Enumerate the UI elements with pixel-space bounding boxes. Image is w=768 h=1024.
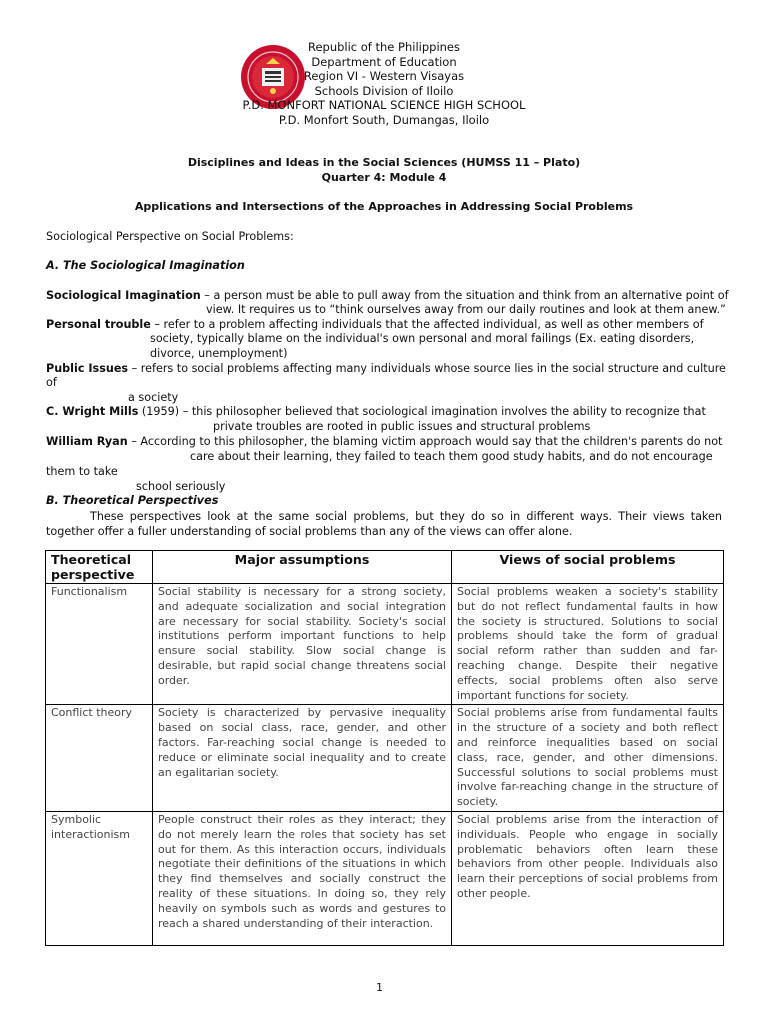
- term: William Ryan: [46, 435, 128, 448]
- views-cell: Social problems arise from fundamental faults in the structure of a society and both reflect and reinforce inequalities based on social class, race, gender, and other dimensions. Successful solutions to social problems must involve far-reaching change in the structure of society.: [452, 705, 724, 812]
- definition-c-wright-mills: [46, 405, 706, 420]
- term: Sociological Imagination: [46, 289, 201, 302]
- letterhead: [200, 40, 568, 128]
- definition-text: school seriously: [136, 480, 226, 493]
- table-header-row: [46, 551, 724, 584]
- module-subtitle: Applications and Intersections of the Approaches in Addressing Social Problems: [134, 200, 634, 213]
- definition-text: of: [46, 376, 57, 389]
- term: C. Wright Mills: [46, 405, 139, 418]
- column-header: Views of social problems: [452, 551, 724, 584]
- definition-text: them to take: [46, 465, 118, 478]
- assumptions-cell: People construct their roles as they interact; they do not merely learn the roles that society has set out for them. As this interaction occurs, individuals negotiate their definitions of the situations in which they find themselves and socially construct the reality of these situations. In doing so, they rely heavily on symbols such as words and gestures to reach a shared understanding of their interaction.: [153, 811, 452, 945]
- section-a-heading: A. The Sociological Imagination: [46, 259, 245, 272]
- letterhead-line: P.D. Monfort South, Dumangas, Iloilo: [278, 112, 490, 127]
- course-title: Disciplines and Ideas in the Social Sciences (HUMSS 11 – Plato): [187, 156, 581, 169]
- column-header: Theoretical perspective: [46, 551, 153, 584]
- letterhead-line: Republic of the Philippines: [307, 40, 461, 54]
- letterhead-line: Department of Education: [311, 54, 457, 69]
- quarter-module: Quarter 4: Module 4: [321, 171, 447, 184]
- views-cell: Social problems arise from the interaction of individuals. People who engage in socially problematic behaviors often learn these behaviors from other people. Individuals also learn their perceptions of social problems from other people.: [452, 811, 724, 945]
- definition-text: a society: [128, 391, 179, 404]
- perspective-cell: Conflict theory: [46, 705, 153, 812]
- assumptions-cell: Social stability is necessary for a strong society, and adequate socialization and social integration are necessary for social stability. Society's social institutions perform important functions to help ensure social stability. Slow social change is desirable, but rapid social change threatens social order.: [153, 584, 452, 705]
- definition-public-issues: [46, 362, 726, 377]
- page-number: 1: [376, 981, 383, 994]
- module-title: [60, 155, 708, 185]
- perspective-cell: Symbolic interactionism: [46, 811, 153, 945]
- definition-william-ryan: [46, 435, 722, 450]
- intro-text: Sociological Perspective on Social Problems:: [46, 230, 294, 243]
- definition-text: private troubles are rooted in public issues and structural problems: [213, 420, 591, 433]
- definition-personal-trouble: [46, 318, 704, 333]
- definition-sociological-imagination: [46, 289, 729, 304]
- term: Personal trouble: [46, 318, 151, 331]
- definition-text: – a person must be able to pull away from the situation and think from an alternative point of: [200, 289, 729, 302]
- term: Public Issues: [46, 362, 129, 375]
- views-cell: Social problems weaken a society's stability but do not reflect fundamental faults in how the society is structured. Solutions to social problems should take the form of gradual social reform rather than sudden and far-reaching change. Despite their negative effects, social problems often also serve important functions for society.: [452, 584, 724, 705]
- table-row: [46, 584, 724, 705]
- definition-text: (1959) – this philosopher believed that sociological imagination involves the ability to recognize that: [138, 405, 706, 418]
- perspectives-table: [45, 550, 724, 946]
- assumptions-cell: Society is characterized by pervasive inequality based on social class, race, gender, and other factors. Far-reaching social change is needed to reduce or eliminate social inequality and to create an egalitarian society.: [153, 705, 452, 812]
- definition-text: – refers to social problems affecting many individuals whose source lies in the social structure and culture: [128, 362, 726, 375]
- letterhead-line: P.D. MONFORT NATIONAL SCIENCE HIGH SCHOOL: [242, 98, 526, 113]
- definition-text: society, typically blame on the individual's own personal and moral failings (Ex. eating disorders,: [150, 332, 695, 345]
- column-header: Major assumptions: [153, 551, 452, 584]
- definition-text: – refer to a problem affecting individuals that the affected individual, as well as other members of: [150, 318, 704, 331]
- section-b-heading: B. Theoretical Perspectives: [46, 494, 219, 507]
- table-row: [46, 705, 724, 812]
- table-row: [46, 811, 724, 945]
- letterhead-line: Region VI - Western Visayas: [303, 69, 465, 84]
- definition-text: – According to this philosopher, the blaming victim approach would say that the children's parents do not: [127, 435, 723, 448]
- perspective-cell: Functionalism: [46, 584, 153, 705]
- section-b-paragraph: These perspectives look at the same social problems, but they do so in different ways. Their views taken together offer a fuller understanding of social problems than any of the views can offer alone.: [46, 510, 722, 538]
- definition-text: divorce, unemployment): [150, 347, 288, 360]
- definition-text: care about their learning, they failed to teach them good study habits, and do not encourage: [190, 450, 713, 463]
- definition-text: view. It requires us to “think ourselves away from our daily routines and look at them anew.”: [206, 303, 726, 316]
- letterhead-line: Schools Division of Iloilo: [314, 83, 454, 98]
